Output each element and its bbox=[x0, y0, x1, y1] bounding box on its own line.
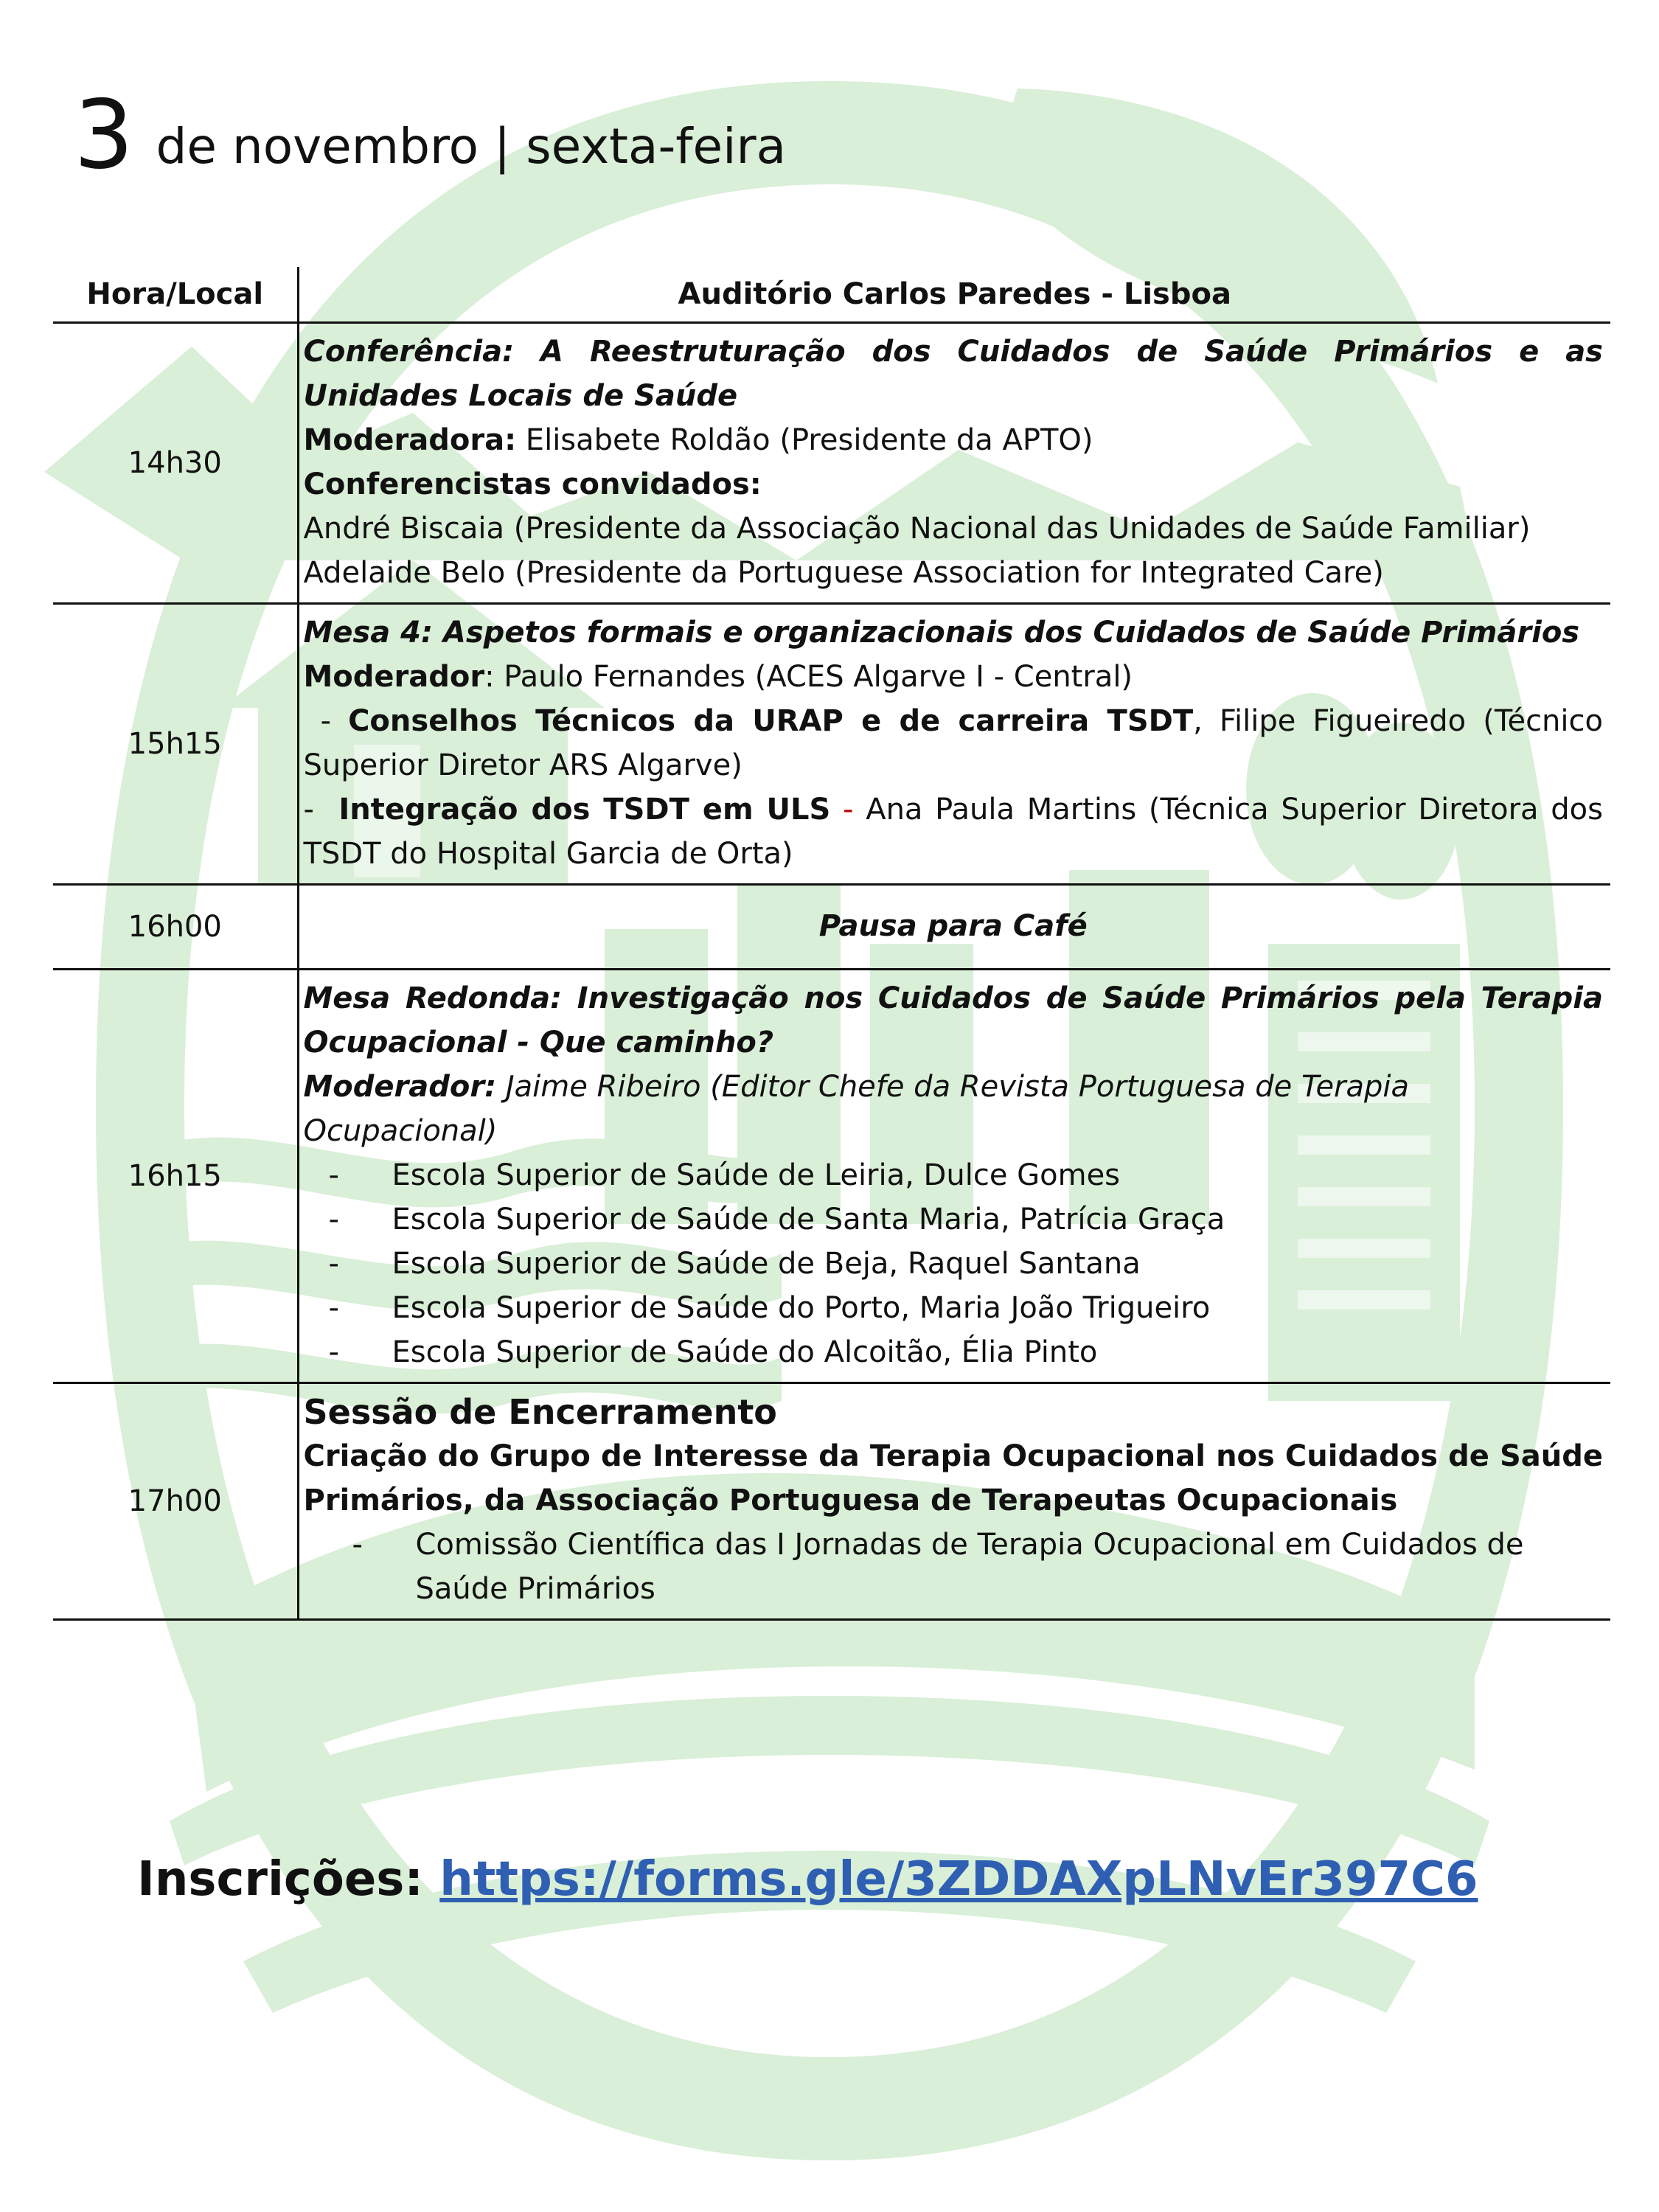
table-row bbox=[53, 604, 1610, 885]
list-item bbox=[304, 1523, 1604, 1611]
row-time: 15h15 bbox=[53, 604, 298, 885]
registration-link[interactable]: https://forms.gle/3ZDDAXpLNvEr397C6 bbox=[439, 1852, 1478, 1907]
talk-dash: - bbox=[303, 704, 349, 738]
session-title: Sessão de Encerramento bbox=[303, 1392, 777, 1432]
list-item-text: Comissão Científica das I Jornadas de Terapia Ocupacional em Cuidados de Saúde Primários bbox=[415, 1528, 1524, 1606]
list-item bbox=[304, 1197, 1604, 1242]
bullet-dash: - bbox=[328, 1247, 339, 1281]
list-item-text: Escola Superior de Saúde do Porto, Maria João Trigueiro bbox=[392, 1291, 1211, 1325]
row-time: 17h00 bbox=[53, 1383, 298, 1620]
speaker-line: Adelaide Belo (Presidente da Portuguese Association for Integrated Care) bbox=[303, 556, 1384, 590]
schedule-table bbox=[53, 267, 1610, 1621]
moderator-line bbox=[304, 1065, 1604, 1153]
row-time: 16h00 bbox=[53, 885, 298, 970]
table-row bbox=[53, 970, 1610, 1383]
moderator-label: Moderador: bbox=[303, 1070, 497, 1104]
row-content bbox=[298, 604, 1610, 885]
talk-item bbox=[304, 787, 1604, 876]
list-item-text: Escola Superior de Saúde de Beja, Raquel Santana bbox=[392, 1247, 1141, 1281]
table-row bbox=[53, 323, 1610, 604]
list-item bbox=[304, 1330, 1604, 1374]
row-content bbox=[298, 970, 1610, 1383]
coffee-break: Pausa para Café bbox=[298, 885, 1610, 970]
talk-title: Conselhos Técnicos da URAP e de carreira TSDT bbox=[348, 704, 1194, 738]
header-time: Hora/Local bbox=[53, 267, 298, 323]
bullet-dash: - bbox=[352, 1528, 363, 1562]
row-time: 14h30 bbox=[53, 323, 298, 604]
session-title: Conferência: A Reestruturação dos Cuidados de Saúde Primários e as Unidades Locais de Saúde bbox=[303, 335, 1603, 413]
table-row bbox=[53, 885, 1610, 970]
session-title: Mesa Redonda: Investigação nos Cuidados de Saúde Primários pela Terapia Ocupacional - Que caminho? bbox=[303, 981, 1603, 1060]
bullet-dash: - bbox=[328, 1335, 339, 1369]
row-content bbox=[298, 1383, 1610, 1620]
registration bbox=[137, 1852, 1478, 1907]
list-item-text: Escola Superior de Saúde de Santa Maria, Patrícia Graça bbox=[392, 1203, 1225, 1237]
row-content bbox=[298, 323, 1610, 604]
moderator-label: Moderador bbox=[303, 660, 485, 694]
list-item-text: Escola Superior de Saúde de Leiria, Dulce Gomes bbox=[392, 1158, 1121, 1192]
moderator-label: Moderadora: bbox=[303, 423, 517, 457]
table-header-row bbox=[53, 267, 1610, 323]
moderator-name: : Paulo Fernandes (ACES Algarve I - Central) bbox=[484, 660, 1133, 694]
registration-label: Inscrições: bbox=[137, 1852, 440, 1907]
list-item bbox=[304, 1242, 1604, 1286]
bullet-dash: - bbox=[328, 1291, 339, 1325]
talk-speaker: Ana Paula Martins (Técnica Superior Diretora dos TSDT do Hospital Garcia de Orta) bbox=[303, 793, 1603, 871]
moderator-line bbox=[304, 655, 1604, 699]
session-subtitle: Criação do Grupo de Interesse da Terapia Ocupacional nos Cuidados de Saúde Primários, da Associação Portuguesa de Terapeutas Ocupacionais bbox=[303, 1439, 1603, 1517]
page-title bbox=[74, 80, 787, 190]
talk-separator: - bbox=[830, 793, 866, 827]
bullet-dash: - bbox=[328, 1203, 339, 1237]
moderator-name: Elisabete Roldão (Presidente da APTO) bbox=[516, 423, 1093, 457]
session-title: Mesa 4: Aspetos formais e organizacionais dos Cuidados de Saúde Primários bbox=[303, 616, 1580, 650]
speaker-line: André Biscaia (Presidente da Associação Nacional das Unidades de Saúde Familiar) bbox=[303, 512, 1531, 546]
title-date: de novembro | sexta-feira bbox=[156, 118, 787, 175]
list-item-text: Escola Superior de Saúde do Alcoitão, Élia Pinto bbox=[392, 1335, 1098, 1369]
list-item bbox=[304, 1153, 1604, 1197]
talk-speaker: , Filipe Figueiredo (Técnico Superior Diretor ARS Algarve) bbox=[303, 704, 1603, 782]
moderator-name: Jaime Ribeiro (Editor Chefe da Revista Portuguesa de Terapia Ocupacional) bbox=[303, 1070, 1410, 1148]
talk-title: Integração dos TSDT em ULS bbox=[338, 793, 831, 827]
row-time: 16h15 bbox=[53, 970, 298, 1383]
talk-item bbox=[304, 699, 1604, 787]
list-item bbox=[304, 1286, 1604, 1330]
bullet-dash: - bbox=[328, 1158, 339, 1192]
header-venue: Auditório Carlos Paredes - Lisboa bbox=[298, 267, 1610, 323]
talk-dash: - bbox=[303, 793, 339, 827]
speakers-label: Conferencistas convidados: bbox=[303, 467, 762, 501]
moderator-line bbox=[304, 418, 1604, 462]
title-day: 3 bbox=[74, 80, 134, 190]
table-row bbox=[53, 1383, 1610, 1620]
